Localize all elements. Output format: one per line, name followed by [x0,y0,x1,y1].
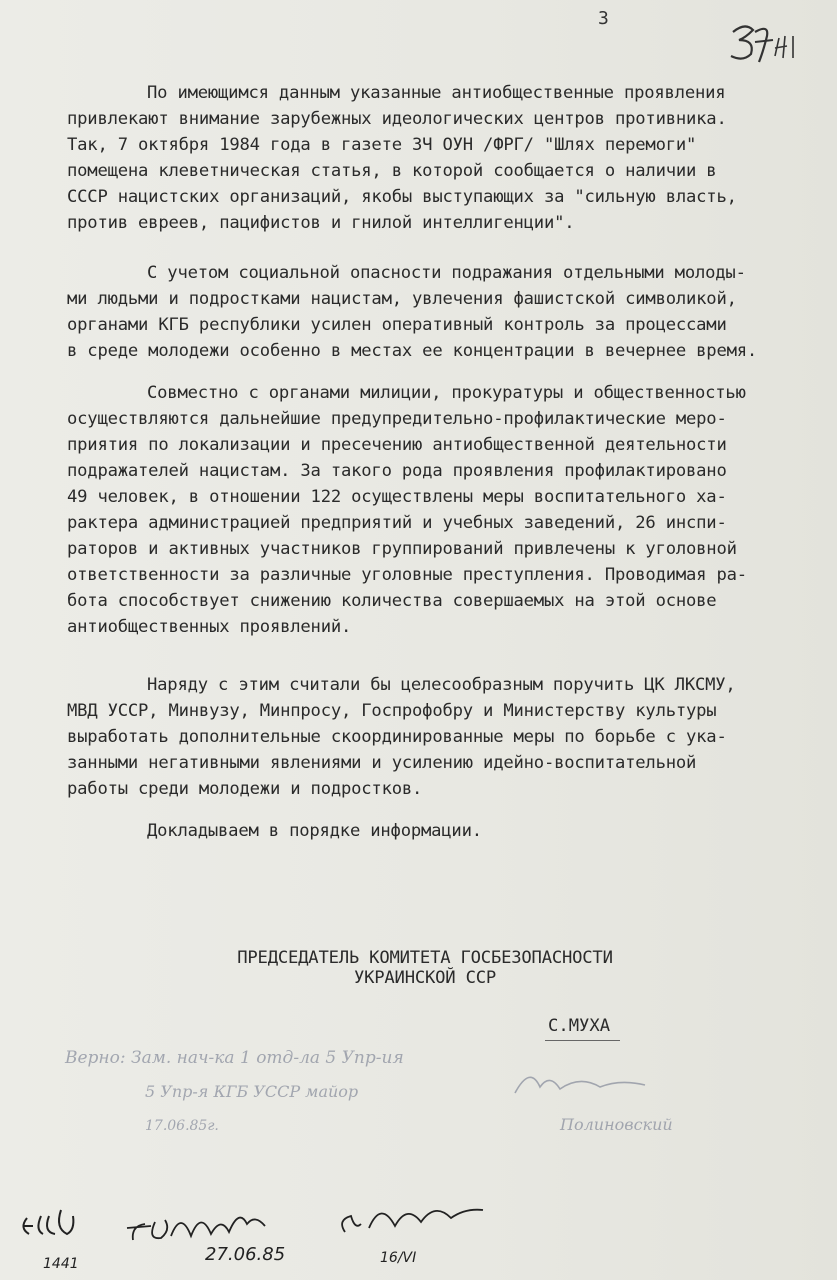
handwritten-certification [60,1035,820,1155]
handwritten-line1: Верно: Зам. нач-ка 1 отд-ла 5 Упр-ия [65,1048,404,1068]
signatory-title [205,948,645,988]
page-number: 3 [598,8,609,29]
signatory-name: С.МУХА [548,1016,611,1036]
paragraph-foreign-attention: По имеющимся данным указанные антиобщественные проявления привлекают внимание зарубежных идеологических центров противника. Так, 7 октября 1984 года в газете ЗЧ ОУН /ФРГ/ "Шлях перемоги" помещена клеветническая статья, в которой сообщается о наличии в СССР нацистских организаций, якобы выступающих за "сильную власть, против евреев, пацифистов и гнилой интеллигенции". [67,83,737,233]
handwritten-signature-name: Полиновский [560,1115,673,1134]
bottom-date: 27.06.85 [205,1244,286,1265]
signatory-title-line2: УКРАИНСКОЙ ССР [353,968,497,988]
bottom-resolution-mark: 16/VI [380,1250,417,1266]
signatory-title-line1: ПРЕДСЕДАТЕЛЬ КОМИТЕТА ГОСБЕЗОПАСНОСТИ [237,948,613,968]
handwritten-date: 17.06.85г. [145,1118,219,1134]
bottom-handwritten-marks [15,1180,535,1280]
handwritten-line2: 5 Упр-я КГБ УССР майор [145,1082,359,1101]
handwritten-signature-scribble [515,1077,645,1093]
paragraph-closing: Докладываем в порядке информации. [147,821,482,841]
archive-folio-mark [725,18,815,68]
paragraph-prevention-measures: Совместно с органами милиции, прокуратуры и общественностью осуществляются дальнейшие предупредительно-профилактические меро- приятия по локализации и пресечению антиобщественной деятельности подражателей нацистам. За такого рода проявления профилактировано 49 человек, в отношении 122 осуществлены меры воспитательного ха- рактера администрацией предприятий и учебных заведений, 26 инспи- раторов и активных участников группирований привлечены к уголовной ответственности за различные уголовные преступления. Проводимая ра- бота способствует снижению количества совершаемых на этой основе антиобщественных проявлений. [67,383,747,637]
bottom-left-number: 1441 [43,1256,79,1272]
paragraph-proposal: Наряду с этим считали бы целесообразным поручить ЦК ЛКСМУ, МВД УССР, Минвузу, Минпросу, Госпрофобру и Министерству культуры выработать дополнительные скоординированные меры по борьбе с ука- занными негативными явлениями и усилению идейно-воспитательной работы среди молодежи и подростков. [67,675,736,799]
paragraph-kgb-control: С учетом социальной опасности подражания отдельными молоды- ми людьми и подростками нацистам, увлечения фашистской символикой, органами КГБ республики усилен оперативный контроль за процессами в среде молодежи особенно в местах ее концентрации в вечернее время. [67,263,758,361]
